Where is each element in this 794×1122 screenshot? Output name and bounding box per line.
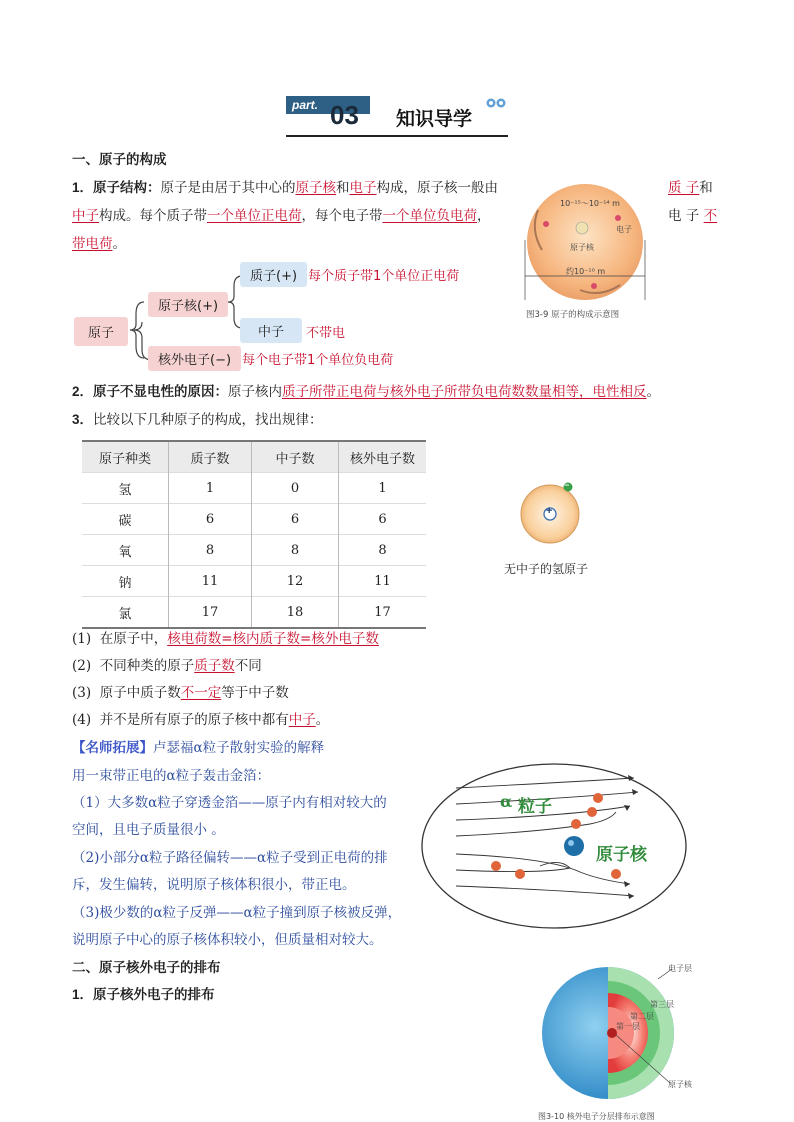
nucleus-size-label: 10⁻¹⁵～10⁻¹⁴ m: [560, 199, 620, 208]
figure-caption: 图3-9 原子的构成示意图: [526, 310, 620, 320]
second-layer-label: 第二层: [630, 1012, 654, 1021]
outer-electron-box: 核外电子(−): [148, 346, 241, 371]
part-badge: part.: [286, 96, 370, 114]
figure-atom-structure: [520, 180, 650, 322]
alpha-particle-label: 粒子: [518, 797, 552, 816]
para-3: 3．比较以下几种原子的构成，找出规律：: [72, 412, 323, 428]
rutherford-figure: [420, 762, 690, 930]
rule-4: (4) 并不是所有原子的原子核中都有中子。: [72, 712, 330, 728]
proton-box: 质子(+): [240, 262, 307, 287]
atom-composition-table: [82, 440, 426, 629]
hydrogen-caption: 无中子的氢原子: [504, 562, 589, 576]
figure-caption: 图3-10 核外电子分层排布示意图: [538, 1112, 655, 1121]
alpha-symbol: α: [500, 792, 513, 811]
extension-line-4: （2)小部分α粒子路径偏转——α粒子受到正电荷的排: [72, 850, 388, 866]
figure-electron-shells: [536, 955, 716, 1122]
section-heading-2: 二、原子核外电子的排布: [72, 960, 221, 975]
extension-line-5: 斥，发生偏转，说明原子核体积很小，带正电。: [72, 877, 356, 893]
part-number: 03: [330, 100, 359, 130]
atom-tree-diagram: [74, 262, 504, 372]
decoration-icon: [484, 96, 508, 110]
rule-3: (3) 原子中质子数不一定等于中子数: [72, 685, 289, 701]
extension-line-6: （3)极少数的α粒子反弹——α粒子撞到原子核被反弹，: [72, 905, 402, 921]
para-1-line-2: 中子构成。每个质子带一个单位正电荷，每个电子带一个单位负电荷，: [72, 208, 491, 224]
rutherford-scattering-illustration: [420, 762, 690, 930]
section-heading-1: 一、原子的构成: [72, 152, 167, 167]
table-row: 钠 11 12 11: [82, 566, 426, 597]
shell-label: 电子层: [668, 964, 692, 973]
column-header: 核外电子数: [339, 441, 427, 473]
extension-line-1: 用一束带正电的α粒子轰击金箔：: [72, 768, 271, 784]
extension-line-7: 说明原子中心的原子核体积较小，但质量相对较大。: [72, 932, 383, 948]
para-1-right-1: 质 子和: [668, 180, 713, 196]
label: 1．原子结构：: [72, 180, 161, 195]
neutron-box: 中子: [240, 318, 302, 343]
proton-note: 每个质子带1个单位正电荷: [308, 269, 460, 284]
para-1-line-3: 带电荷。: [72, 236, 126, 252]
extension-line-2: （1）大多数α粒子穿透金箔——原子内有相对较大的: [72, 795, 387, 811]
para-1-line-1: 1．原子结构：原子是由居于其中心的原子核和电子构成，原子核一般由: [72, 180, 499, 196]
electron-note: 每个电子带1个单位负电荷: [242, 353, 394, 368]
rule-1: (1) 在原子中，核电荷数=核内质子数=核外电子数: [72, 631, 379, 647]
electron-sign: −: [564, 480, 570, 490]
first-layer-label: 第一层: [616, 1022, 640, 1031]
part-header: [286, 96, 508, 138]
nucleus-box: 原子核(+): [148, 292, 228, 317]
page-title: 知识导学: [396, 108, 473, 130]
para-2: 2．原子不显电性的原因：原子核内质子所带正电荷与核外电子所带负电荷数数量相等，电性相反。: [72, 384, 661, 400]
nucleus-label: 原子核: [570, 243, 594, 252]
proton-sign: +: [546, 505, 553, 517]
extension-line-3: 空间，且电子质量很小 。: [72, 822, 225, 838]
column-header: 中子数: [252, 441, 339, 473]
rule-2: (2) 不同种类的原子质子数不同: [72, 658, 262, 674]
third-layer-label: 第三层: [650, 1000, 674, 1009]
column-header: 原子种类: [82, 441, 169, 473]
para-1-right-2: 电 子 不: [668, 208, 718, 224]
table-header-row: [82, 441, 426, 473]
nucleus-label: 原子核: [668, 1080, 692, 1089]
header-rule: [286, 135, 508, 137]
electron-label: 电子: [616, 225, 632, 234]
hydrogen-atom-figure: [500, 478, 610, 578]
subheading-electron-arrangement: 1．原子核外电子的排布: [72, 987, 215, 1002]
table-row: 氯 17 18 17: [82, 597, 426, 629]
table-row: 氢 1 0 1: [82, 473, 426, 504]
nucleus-label: 原子核: [596, 845, 647, 864]
table-row: 氧 8 8 8: [82, 535, 426, 566]
extension-title: 【名师拓展】卢瑟福α粒子散射实验的解释: [72, 740, 325, 756]
neutron-note: 不带电: [306, 326, 346, 341]
table-row: 碳 6 6 6: [82, 504, 426, 535]
atom-size-label: 约10⁻¹⁰ m: [566, 267, 606, 276]
atom-box: 原子: [74, 317, 128, 346]
column-header: 质子数: [169, 441, 252, 473]
